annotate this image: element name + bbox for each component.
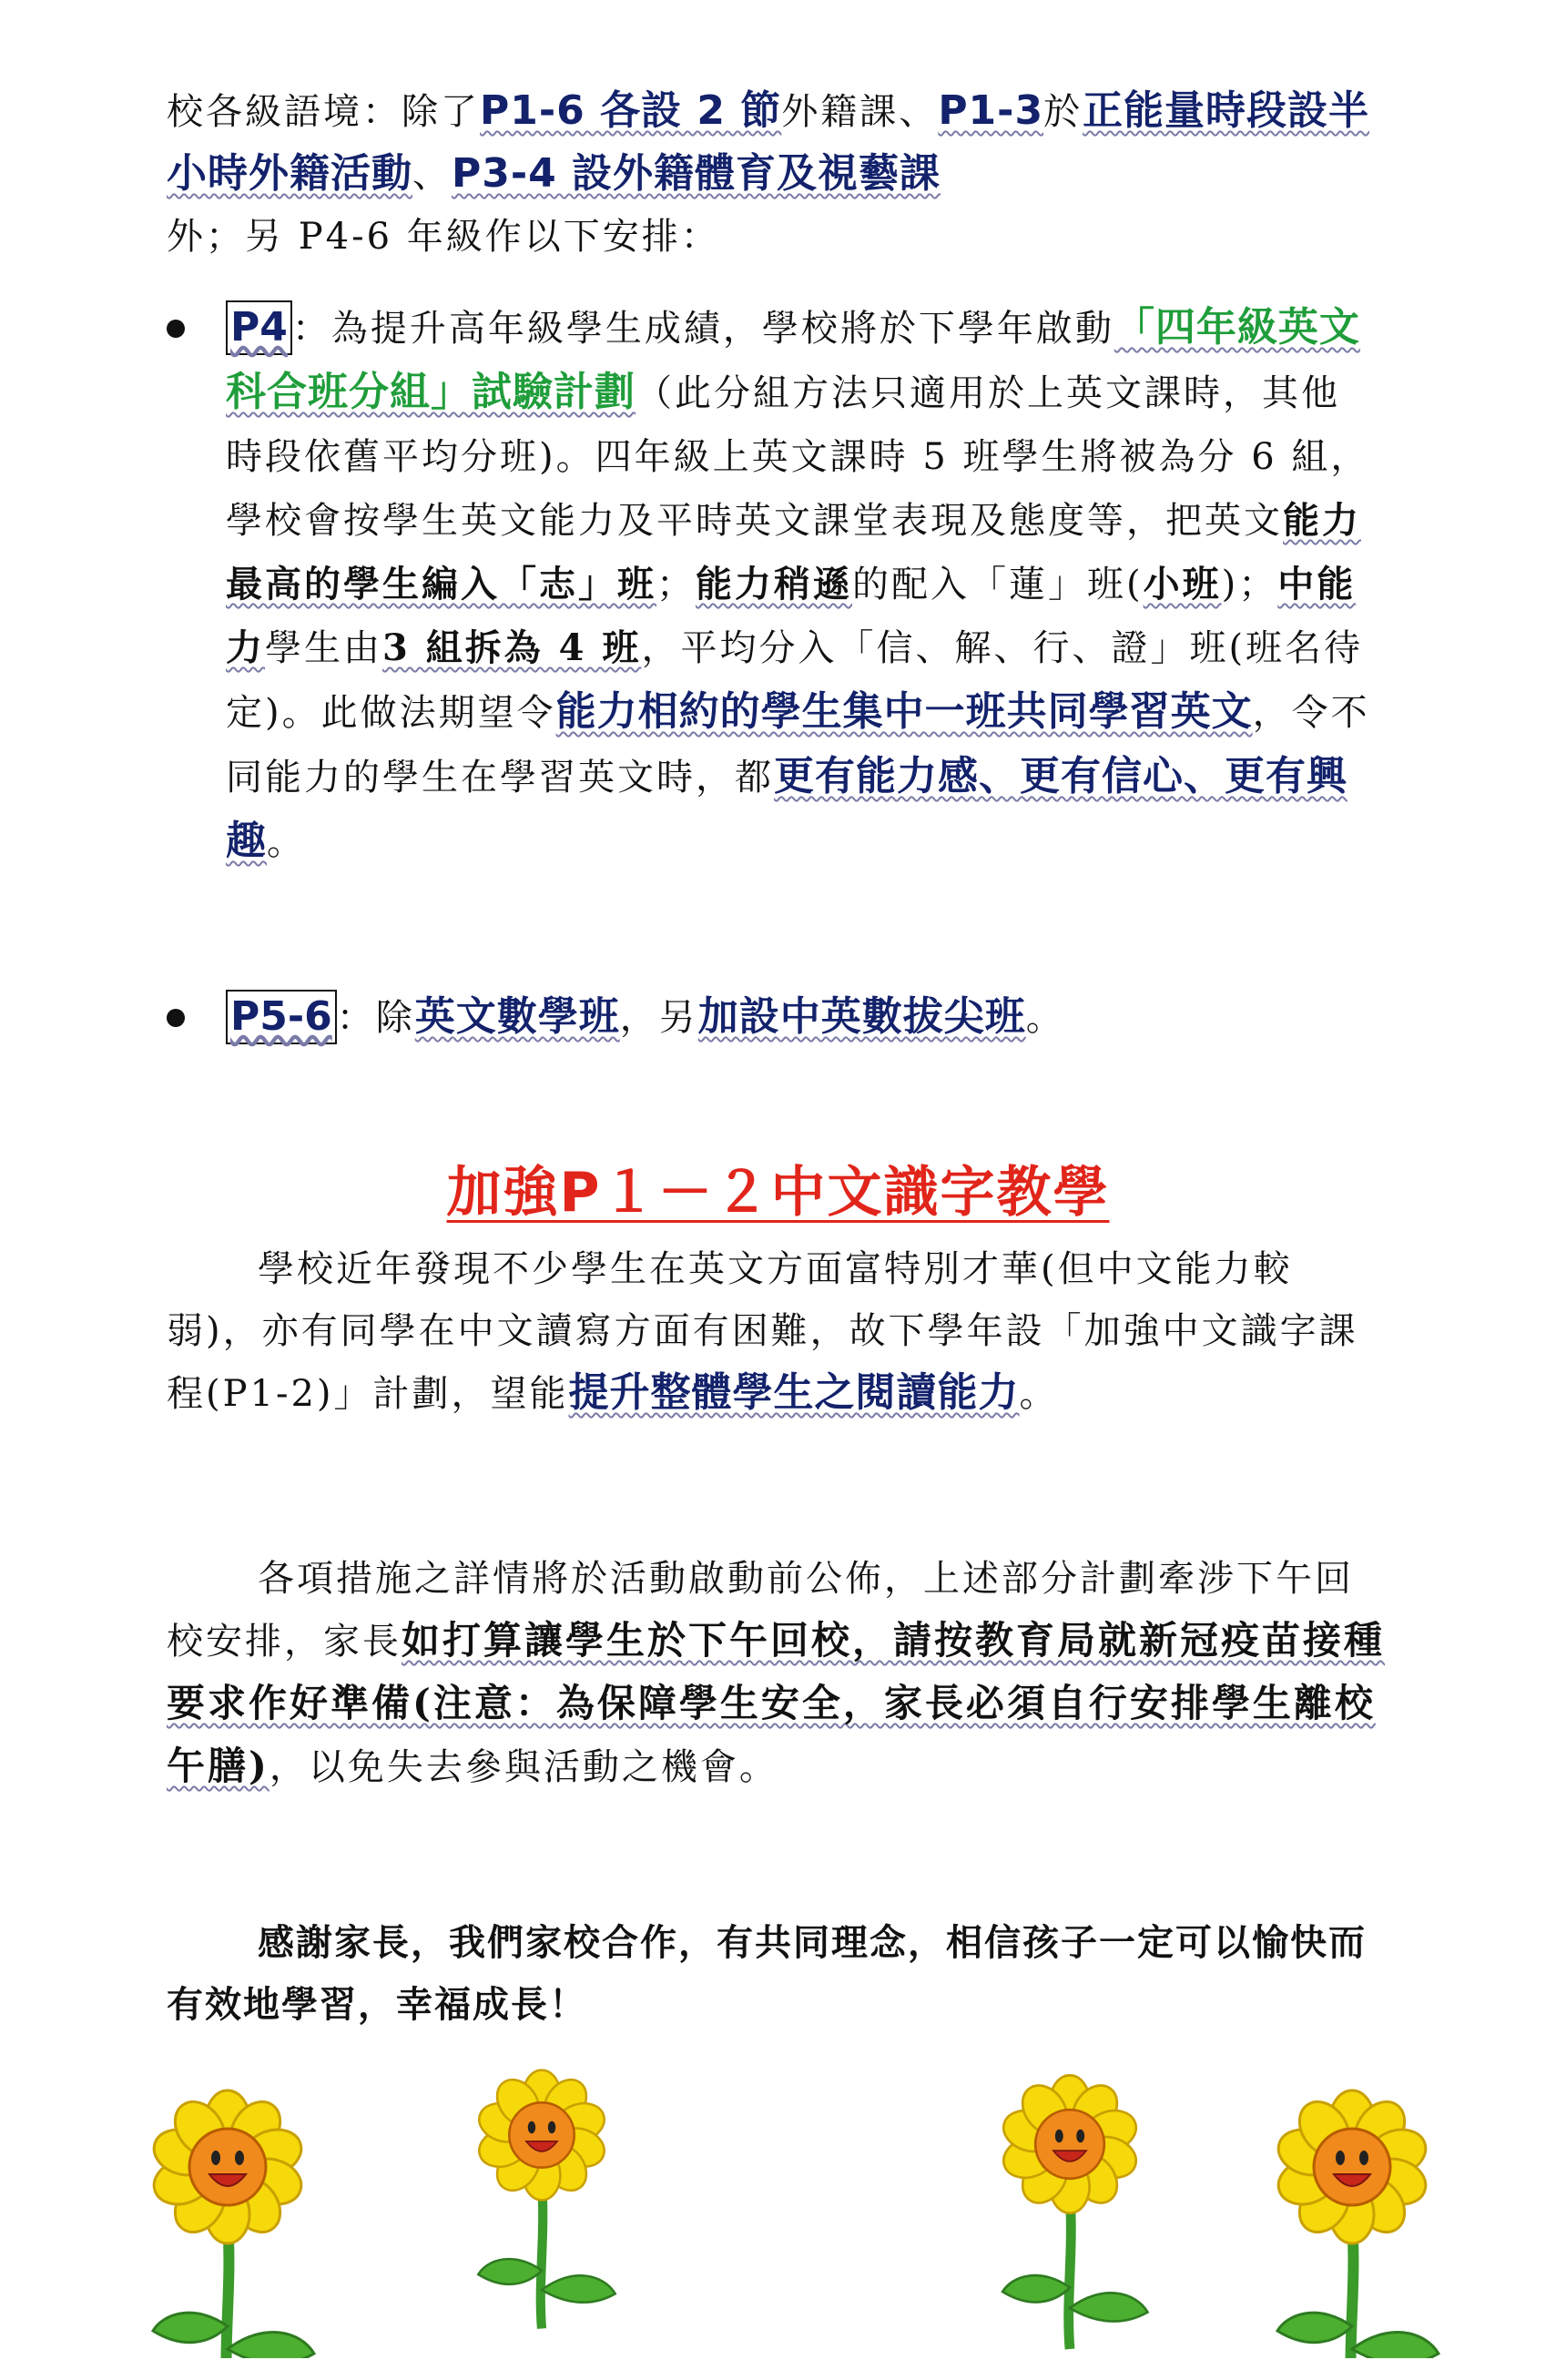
p3-text-1: 各項措施之詳情將於活動啟動前公佈，上述部分計劃牽涉下午回校安排，家長 [167,1558,1354,1663]
p2-text-1: 學校近年發現不少學生在英文方面富特別才華(但中文能力較弱)，亦有同學在中文讀寫方面有困難，故下學年設「加強中文識字課程(P1-2)」計劃，望能 [167,1248,1358,1415]
bullet-p4-bold-2: 更有能力感、更有信心、更有興趣 [226,753,1348,864]
p3-strong: 如打算讓學生於下午回校，請按教育局就新冠疫苗接種要求作好準備(注意：為保障學生安全，家長必須自行安排學生離校午膳) [167,1618,1386,1788]
bullet-p4-strong-2: 能力稍遜 [696,563,852,605]
bullet-p4-text-9: 。 [267,821,306,863]
intro-text-5: 外；另 P4-6 年級作以下安排： [167,216,720,258]
bullet-p4-strong-4: 中能力 [226,563,1357,669]
bullet-p4-text-8: ，令不同能力的學生在學習英文時，都 [226,692,1370,798]
intro-text-4: 、 [412,154,452,196]
section-heading: 加強P１－２中文識字教學 [446,1161,1110,1225]
sunflower-icon [1273,2090,1439,2358]
bullet-p4-text-2: （此分組方法只適用於上英文課時，其他時段依舊平均分班)。四年級上英文課時 5 班學生將被為分 6 組，學校會按學生英文能力及平時英文課堂表現及態度等，把英文 [226,372,1370,542]
bullet-dot-icon [167,320,185,338]
bullet-p4-text-6: 學生由 [265,627,382,669]
bullet-p4-text-3: ； [656,564,696,605]
intro-bold-p1-3: P1-3 [938,87,1044,134]
bullet-p4-plan-name: 「四年級英文科合班分組」試驗計劃 [226,304,1360,415]
bullet-p4-text-1: ：為提升高年級學生成績，學校將於下學年啟動 [291,308,1114,350]
intro-text-2: 外籍課、 [781,91,939,133]
intro-text-1: 校各級語境：除了 [167,91,480,133]
p3-text-2: ，以免失去參與活動之機會。 [269,1746,778,1788]
bullet-p5-6-bold-1: 英文數學班 [414,993,620,1040]
tag-p5-6: P5-6 [226,990,337,1044]
intro-text-3: 於 [1043,91,1083,133]
arrangement-paragraph [167,1548,1387,1798]
sunflower-icon [474,2070,615,2329]
intro-bold-positive-energy: 正能量時段設半小時外籍活動 [167,87,1370,197]
bullet-p4-strong-5: 3 組拆為 4 班 [382,626,642,669]
bullet-dot-icon [167,1009,185,1027]
bullet-p5-6-text-2: ，另 [619,997,698,1039]
bullet-p4-bold-1: 能力相約的學生集中一班共同學習英文 [555,688,1253,735]
bullet-p4-strong-1: 能力最高的學生編入「志」班 [226,499,1361,605]
sunflower-icon [998,2075,1147,2349]
tag-p4: P4 [226,300,292,355]
bullet-p5-6-content [226,985,1373,1050]
bullet-p4-text-4: 的配入「蓮」班( [852,564,1144,605]
bullet-p5-6-bold-2: 加設中英數拔尖班 [697,993,1026,1040]
bullet-p4-content [226,296,1373,874]
bullet-p4-text-5: )； [1221,564,1278,605]
sunflower-decoration [0,2058,1556,2358]
chinese-literacy-paragraph [167,1238,1387,1425]
bullet-p4-strong-3: 小班 [1143,563,1222,605]
thanks-paragraph: 感謝家長，我們家校合作，有共同理念，相信孩子一定可以愉快而有效地學習，幸福成長！ [167,1922,1367,2026]
sunflower-icon [148,2090,314,2358]
bullet-p5-6-text-1: ：除 [336,997,415,1039]
p2-bold: 提升整體學生之閱讀能力 [568,1369,1020,1416]
intro-bold-p1-6: P1-6 各設 2 節 [480,87,782,134]
intro-bold-p3-4: P3-4 設外籍體育及視藝課 [452,150,941,197]
p2-text-2: 。 [1019,1373,1059,1415]
bullet-p5-6-text-3: 。 [1025,997,1065,1039]
intro-paragraph [167,80,1387,268]
bullet-p4-text-7: ，平均分入「信、解、行、證」班(班名待定)。此做法期望令 [226,627,1364,734]
